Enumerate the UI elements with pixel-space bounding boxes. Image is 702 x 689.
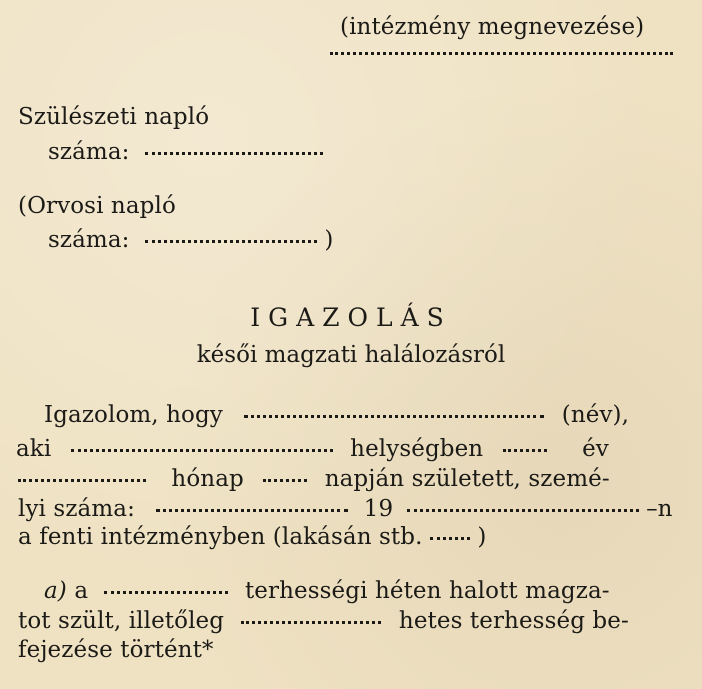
body-l2-start: aki xyxy=(16,436,52,462)
certificate-subtitle: késői magzati halálozásról xyxy=(196,342,506,368)
institution-dotted-line xyxy=(330,52,673,55)
medical-log-title: (Orvosi napló xyxy=(18,193,176,219)
body-l6-end: terhességi héten halott magza- xyxy=(244,578,610,604)
personal-id-field[interactable] xyxy=(156,509,348,512)
pregnancy-weeks-completed-field[interactable] xyxy=(241,621,381,624)
day-field[interactable] xyxy=(263,479,307,482)
body-line-6 xyxy=(44,578,610,604)
pregnancy-week-field[interactable] xyxy=(104,591,228,594)
body-line-7 xyxy=(18,608,629,634)
month-field[interactable] xyxy=(18,479,146,482)
birth-log-number-label: száma: xyxy=(48,139,130,165)
medical-log-number-label: száma: xyxy=(48,227,130,253)
body-l4-end: –n xyxy=(646,496,673,522)
medical-log-number-field[interactable] xyxy=(145,240,317,243)
body-line-4 xyxy=(18,496,673,522)
name-field[interactable] xyxy=(244,415,544,418)
body-l6-label: a) xyxy=(44,578,67,604)
body-l7-start: tot szült, illetőleg xyxy=(18,608,225,634)
body-line-2 xyxy=(16,436,609,462)
body-line-1 xyxy=(44,402,629,428)
body-l3-mid1: hónap xyxy=(171,466,244,492)
location-other-field[interactable] xyxy=(430,537,470,540)
certificate-title: IGAZOLÁS xyxy=(250,303,452,332)
birth-log-title: Szülészeti napló xyxy=(18,104,210,130)
body-l4-start: lyi száma: xyxy=(18,496,135,522)
institution-label: (intézmény megnevezése) xyxy=(340,14,645,40)
place-field[interactable] xyxy=(71,449,333,452)
body-l1-start: Igazolom, hogy xyxy=(44,402,223,428)
body-l5-text: a fenti intézményben (lakásán stb. xyxy=(18,524,423,550)
medical-log-number-row xyxy=(48,227,333,253)
medical-log-close-paren: ) xyxy=(324,227,334,253)
birth-log-number-row xyxy=(48,139,323,165)
body-l2-end: év xyxy=(582,436,609,462)
body-l6-start: a xyxy=(74,578,89,604)
body-l5-end: ) xyxy=(477,524,487,550)
body-l3-mid2: napján született, szemé- xyxy=(324,466,610,492)
body-line-3 xyxy=(18,466,610,492)
year-field[interactable] xyxy=(503,449,547,452)
body-line-5 xyxy=(18,524,486,550)
body-l2-mid: helységben xyxy=(350,436,484,462)
body-l7-end: hetes terhesség be- xyxy=(398,608,629,634)
body-l1-end: (név), xyxy=(561,402,630,428)
body-line-8: fejezése történt* xyxy=(18,637,214,663)
birth-log-number-field[interactable] xyxy=(145,152,323,155)
date-year-field[interactable] xyxy=(407,509,639,512)
body-l4-mid: 19 xyxy=(363,496,394,522)
